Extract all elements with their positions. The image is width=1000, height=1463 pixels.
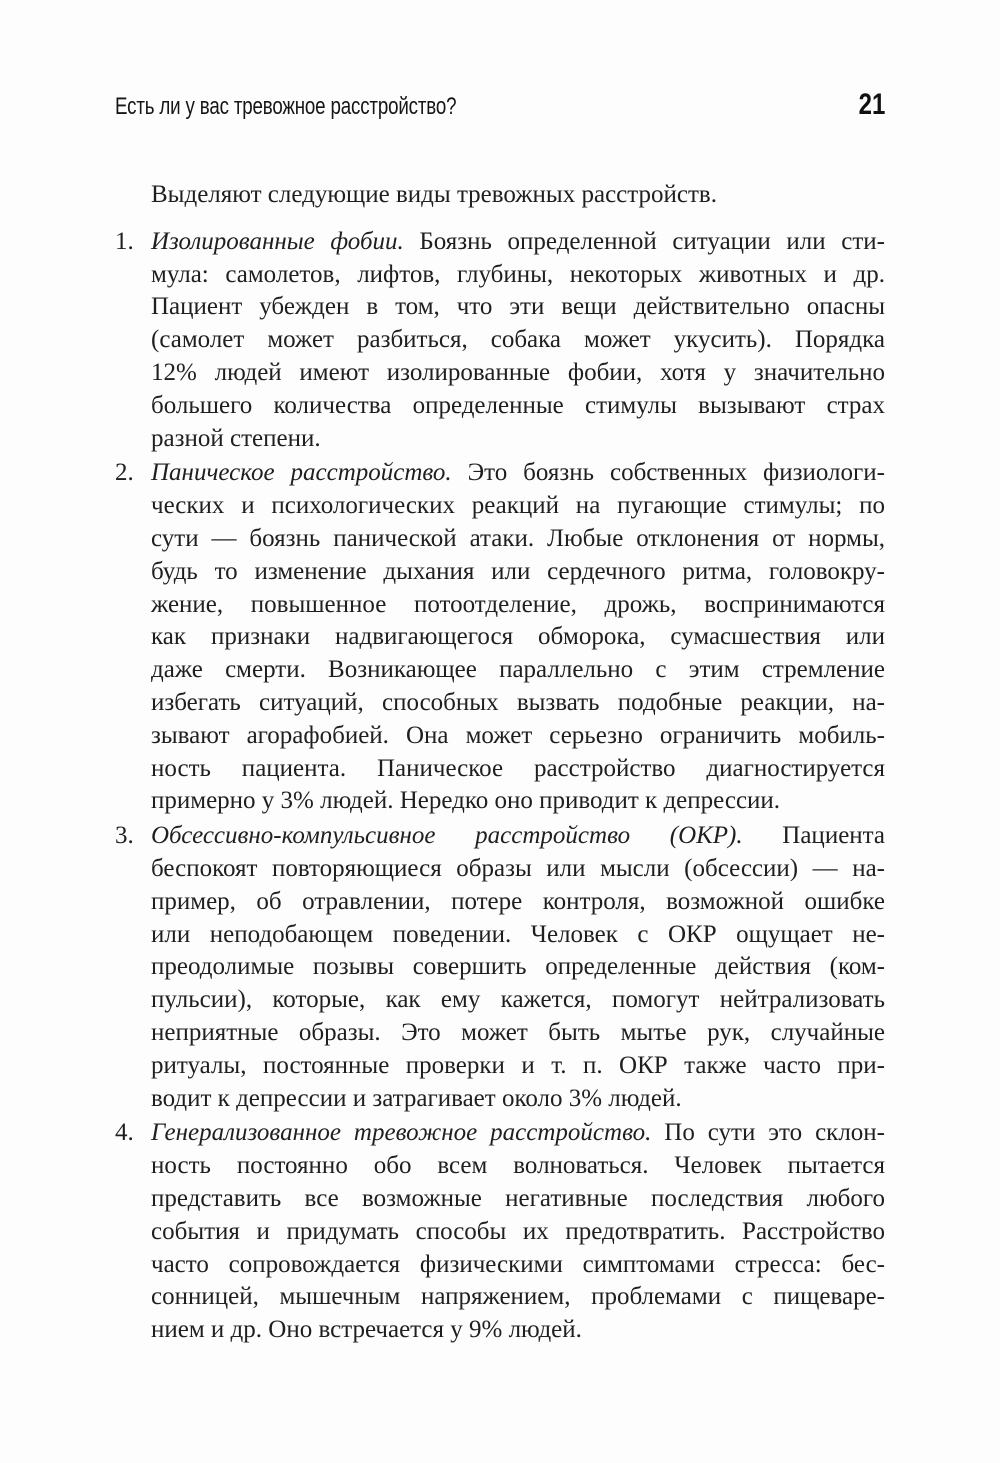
text-line: часто сопровождается физическими симптомами стресса: бес- bbox=[151, 1250, 885, 1278]
text-line: ность постоянно обо всем волноваться. Человек пытается bbox=[151, 1152, 885, 1180]
disorder-term-italic: Изолированные фобии. bbox=[151, 227, 404, 255]
text-line: примерно у 3% людей. Нередко оно приводит к депрессии. bbox=[151, 787, 781, 815]
text-line: ческих и психологических реакций на пугающие стимулы; по bbox=[151, 492, 885, 520]
text-line: большего количества определенные стимулы вызывают страх bbox=[151, 391, 885, 419]
disorder-term-italic: Обсессивно-компульсивное расстройство (ОКР). bbox=[151, 822, 743, 850]
list-item-text bbox=[151, 226, 885, 456]
text-line: 12% людей имеют изолированные фобии, хотя у значительно bbox=[151, 358, 885, 386]
list-item bbox=[115, 1117, 885, 1347]
text-line: разной степени. bbox=[151, 424, 321, 452]
text-line: пример, об отравлении, потере контроля, возможной ошибке bbox=[151, 887, 885, 915]
list-item bbox=[115, 226, 885, 456]
text-line: Паническое расстройство. Это боязнь собственных физиологи- bbox=[151, 459, 885, 487]
list-item bbox=[115, 457, 885, 818]
intro-paragraph: Выделяют следующие виды тревожных расстройств. bbox=[151, 181, 717, 208]
disorder-list bbox=[115, 226, 885, 1347]
text-line: водит к депрессии и затрагивает около 3% людей. bbox=[151, 1084, 682, 1112]
text-line: Обсессивно-компульсивное расстройство (ОКР). Пациента bbox=[151, 822, 885, 850]
text-line: беспокоят повторяющиеся образы или мысли (обсессии) — на- bbox=[151, 854, 885, 882]
list-item-number: 1. bbox=[115, 227, 134, 255]
text-line: неприятные образы. Это может быть мытье рук, случайные bbox=[151, 1018, 885, 1046]
page-header bbox=[115, 0, 885, 122]
disorder-term-italic: Генерализованное тревожное расстройство. bbox=[151, 1119, 652, 1147]
text-line: Пациент убежден в том, что эти вещи действительно опасны bbox=[151, 293, 885, 321]
text-line: ритуалы, постоянные проверки и т. п. ОКР также часто при- bbox=[151, 1051, 885, 1079]
list-item-number: 3. bbox=[115, 822, 134, 850]
text-line: или неподобающем поведении. Человек с ОКР ощущает не- bbox=[151, 920, 885, 948]
text-line: мула: самолетов, лифтов, глубины, некоторых животных и др. bbox=[151, 260, 885, 288]
text-line: как признаки надвигающегося обморока, сумасшествия или bbox=[151, 623, 885, 651]
text-line: представить все возможные негативные последствия любого bbox=[151, 1184, 885, 1212]
text-line: события и придумать способы их предотвратить. Расстройство bbox=[151, 1217, 885, 1245]
disorder-term-italic: Паническое расстройство. bbox=[151, 459, 452, 487]
text-line: нием и др. Оно встречается у 9% людей. bbox=[151, 1316, 582, 1344]
page-number: 21 bbox=[858, 88, 885, 121]
text-line: даже смерти. Возникающее параллельно с этим стремление bbox=[151, 656, 885, 684]
text-line: Генерализованное тревожное расстройство. По сути это склон- bbox=[151, 1119, 885, 1147]
text-line: (самолет может разбиться, собака может укусить). Порядка bbox=[151, 326, 885, 354]
text-line: сонницей, мышечным напряжением, проблемами с пищеваре- bbox=[151, 1283, 885, 1311]
text-line: избегать ситуаций, способных вызвать подобные реакции, на- bbox=[151, 688, 885, 716]
text-line: зывают агорафобией. Она может серьезно ограничить мобиль- bbox=[151, 721, 885, 749]
list-item-number: 4. bbox=[115, 1119, 134, 1147]
text-line: будь то изменение дыхания или сердечного ритма, головокру- bbox=[151, 557, 885, 585]
list-item-text bbox=[151, 1117, 885, 1347]
list-item-number: 2. bbox=[115, 459, 134, 487]
text-line: сути — боязнь панической атаки. Любые отклонения от нормы, bbox=[151, 524, 885, 552]
text-line: преодолимые позывы совершить определенные действия (ком- bbox=[151, 953, 885, 981]
list-item-text bbox=[151, 820, 885, 1115]
text-line: Изолированные фобии. Боязнь определенной ситуации или сти- bbox=[151, 227, 885, 255]
list-item bbox=[115, 820, 885, 1115]
text-line: ность пациента. Паническое расстройство диагностируется bbox=[151, 754, 885, 782]
text-line: жение, повышенное потоотделение, дрожь, воспринимаются bbox=[151, 590, 885, 618]
running-title: Есть ли у вас тревожное расстройство? bbox=[115, 93, 457, 120]
list-item-text bbox=[151, 457, 885, 818]
text-line: пульсии), которые, как ему кажется, помогут нейтрализовать bbox=[151, 986, 885, 1014]
